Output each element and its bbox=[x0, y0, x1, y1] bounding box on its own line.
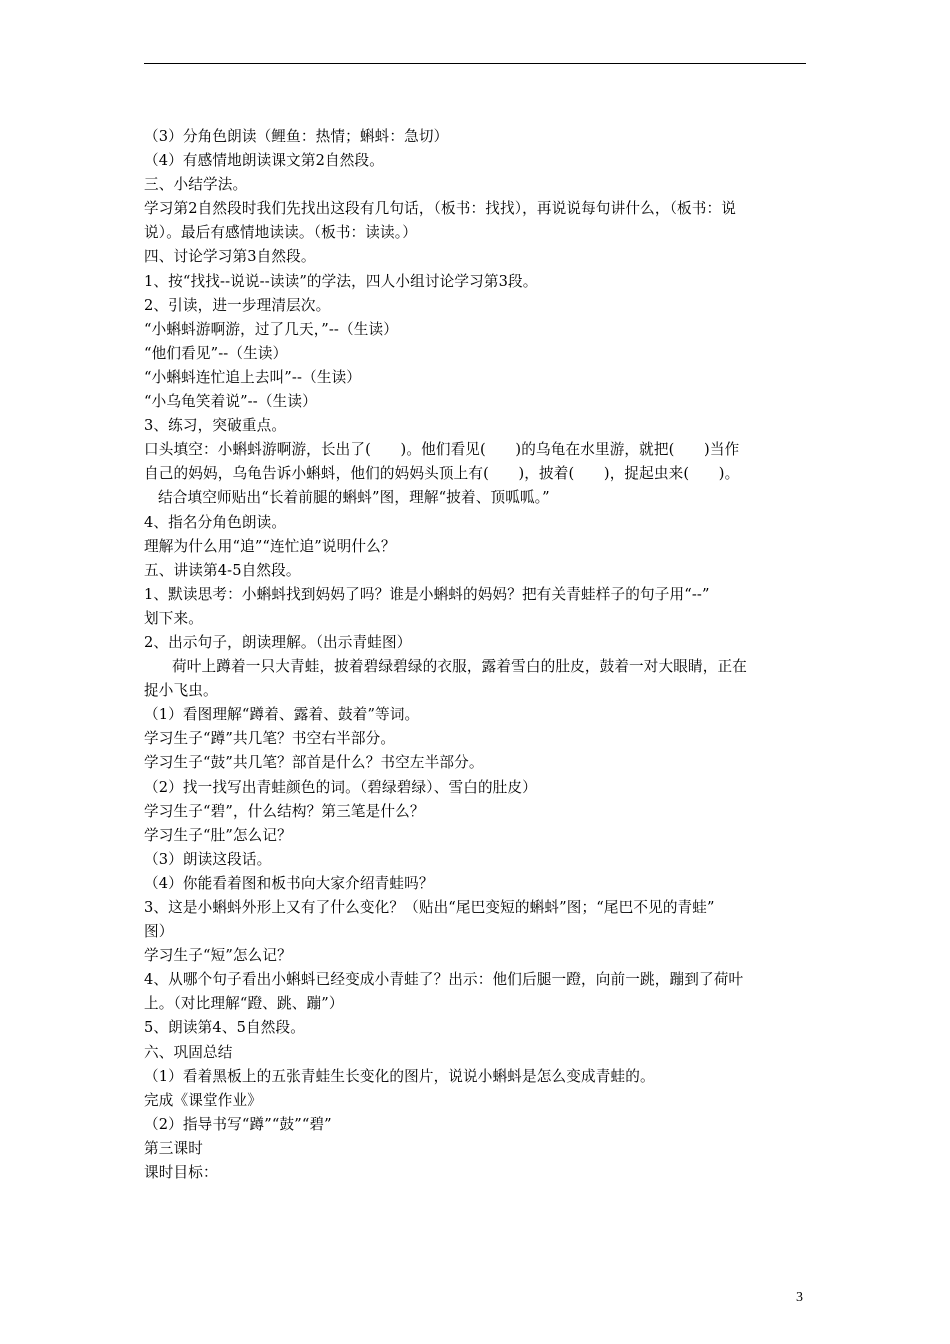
text-line: 学习生子“短”怎么记？ bbox=[144, 947, 292, 965]
text-line: 划下来。 bbox=[144, 609, 203, 627]
text-line: （4）你能看着图和板书向大家介绍青蛙吗？ bbox=[144, 874, 434, 892]
section-heading: 五、讲读第4-5自然段。 bbox=[144, 561, 301, 579]
text-line: （3）朗读这段话。 bbox=[144, 850, 272, 868]
text-line: 学习生子“蹲”共几笔？书空右半部分。 bbox=[144, 730, 396, 748]
text-line: 荷叶上蹲着一只大青蛙，披着碧绿碧绿的衣服，露着雪白的肚皮，鼓着一对大眼睛，正在 bbox=[172, 658, 748, 676]
text-line: 5、朗读第4、5自然段。 bbox=[144, 1019, 305, 1037]
text-line: 完成《课堂作业》 bbox=[144, 1091, 262, 1109]
text-line: （1）看着黑板上的五张青蛙生长变化的图片，说说小蝌蚪是怎么变成青蛙的。 bbox=[144, 1067, 655, 1085]
text-line: （3）分角色朗读（鲤鱼：热情；蝌蚪：急切） bbox=[144, 128, 449, 145]
text-line: 理解为什么用“追”“连忙追”说明什么？ bbox=[144, 537, 396, 555]
text-line: 说）。最后有感情地读读。（板书：读读。） bbox=[144, 224, 417, 242]
text-line: （4）有感情地朗读课文第2自然段。 bbox=[144, 152, 385, 170]
text-line: 课时目标： bbox=[144, 1164, 218, 1182]
text-line: “小蝌蚪连忙追上去叫”--（生读） bbox=[144, 368, 362, 386]
text-line: 图） bbox=[144, 923, 174, 941]
text-line: 4、从哪个句子看出小蝌蚪已经变成小青蛙了？出示：他们后腿一蹬，向前一跳，蹦到了荷叶 bbox=[144, 971, 744, 989]
text-line: 口头填空：小蝌蚪游啊游，长出了( )。他们看见( )的乌龟在水里游，就把( )当作 bbox=[144, 441, 740, 459]
text-line: 1、默读思考：小蝌蚪找到妈妈了吗？谁是小蝌蚪的妈妈？把有关青蛙样子的句子用“--” bbox=[144, 585, 710, 603]
text-line: “他们看见”--（生读） bbox=[144, 344, 288, 362]
text-line: 3、这是小蝌蚪外形上又有了什么变化？（贴出“尾巴变短的蝌蚪”图；“尾巴不见的青蛙” bbox=[144, 899, 715, 916]
text-line: 自己的妈妈，乌龟告诉小蝌蚪，他们的妈妈头顶上有( )，披着( )，捉起虫来( )。 bbox=[144, 465, 740, 483]
section-heading: 四、讨论学习第3自然段。 bbox=[144, 248, 316, 266]
text-line: 2、引读，进一步理清层次。 bbox=[144, 296, 331, 314]
text-line: 学习第2自然段时我们先找出这段有几句话，（板书：找找），再说说每句讲什么，（板书：说 bbox=[144, 200, 737, 218]
text-line: 上。（对比理解“蹬、跳、蹦”） bbox=[144, 995, 344, 1013]
text-line: “小蝌蚪游啊游，过了几天，”--（生读） bbox=[144, 320, 398, 338]
text-line: 学习生子“鼓”共几笔？部首是什么？书空左半部分。 bbox=[144, 754, 484, 772]
section-heading: 第三课时 bbox=[144, 1139, 203, 1157]
page-number: 3 bbox=[796, 1290, 803, 1305]
header-rule bbox=[144, 63, 806, 64]
section-heading: 三、小结学法。 bbox=[144, 176, 248, 194]
text-line: 学习生子“碧”，什么结构？第三笔是什么？ bbox=[144, 802, 425, 820]
text-line: 1、按“找找--说说--读读”的学法，四人小组讨论学习第3段。 bbox=[144, 272, 538, 290]
text-line: （1）看图理解“蹲着、露着、鼓着”等词。 bbox=[144, 706, 420, 724]
section-heading: 六、巩固总结 bbox=[144, 1043, 233, 1061]
text-line: 3、练习，突破重点。 bbox=[144, 417, 287, 435]
text-line: （2）指导书写“蹲”“鼓”“碧” bbox=[144, 1115, 332, 1133]
text-line: 结合填空师贴出“长着前腿的蝌蚪”图，理解“披着、顶呱呱。” bbox=[158, 489, 550, 507]
text-line: 学习生子“肚”怎么记？ bbox=[144, 826, 292, 844]
text-line: 捉小飞虫。 bbox=[144, 682, 218, 700]
text-line: 4、指名分角色朗读。 bbox=[144, 513, 287, 531]
text-line: 2、出示句子，朗读理解。（出示青蛙图） bbox=[144, 633, 412, 651]
text-line: “小乌龟笑着说”--（生读） bbox=[144, 393, 317, 411]
text-line: （2）找一找写出青蛙颜色的词。（碧绿碧绿）、雪白的肚皮） bbox=[144, 778, 537, 796]
document-body bbox=[144, 125, 808, 1185]
